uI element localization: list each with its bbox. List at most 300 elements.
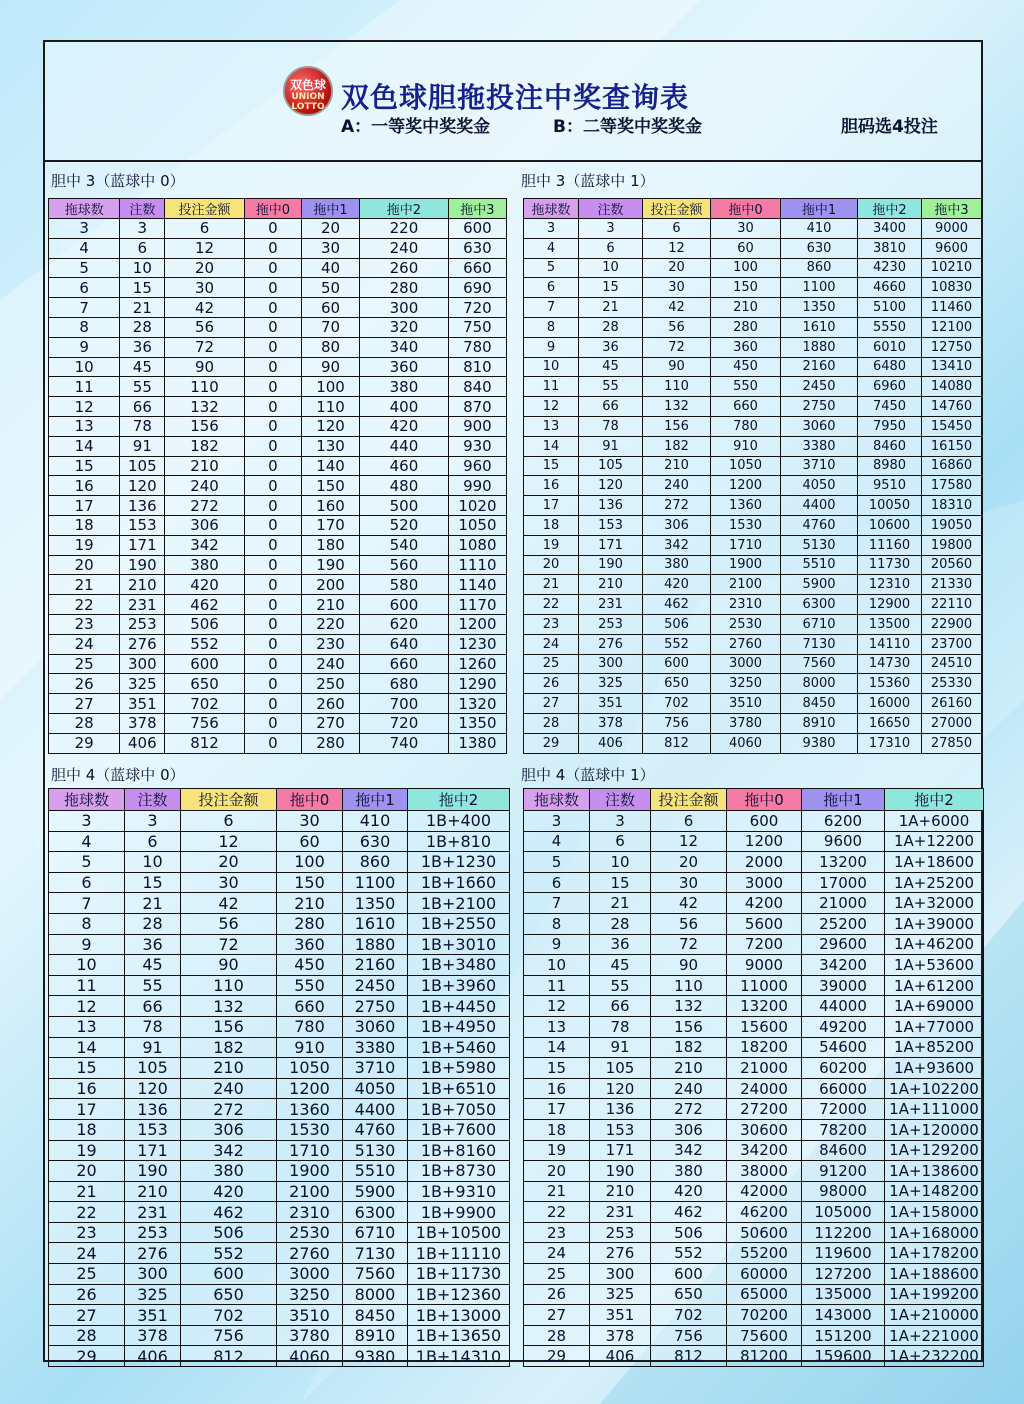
table-row — [524, 258, 982, 278]
cell-drag-count: 3 — [524, 219, 579, 239]
cell-bet-count: 210 — [590, 1181, 651, 1202]
prize-table — [523, 788, 984, 1367]
cell-drag-count: 8 — [49, 913, 125, 934]
table-row — [49, 1078, 510, 1099]
cell-bet-amount: 342 — [643, 535, 711, 555]
cell-drag-count: 17 — [49, 1099, 125, 1120]
cell-drag-hit-1: 250 — [301, 674, 359, 694]
cell-bet-amount: 650 — [181, 1284, 277, 1305]
sheet-header — [45, 42, 981, 162]
table-row — [524, 278, 982, 298]
cell-drag-hit-3: 1230 — [448, 634, 506, 654]
cell-drag-hit-0: 60 — [277, 831, 343, 852]
cell-drag-hit-1: 143000 — [802, 1305, 885, 1326]
cell-drag-hit-1: 112200 — [802, 1222, 885, 1243]
cell-drag-hit-1: 100 — [301, 377, 359, 397]
cell-bet-amount: 462 — [165, 595, 245, 615]
cell-drag-hit-2: 6480 — [858, 357, 922, 377]
cell-bet-count: 21 — [590, 893, 651, 914]
cell-drag-hit-1: 160 — [301, 496, 359, 516]
header-row — [524, 789, 984, 811]
cell-drag-hit-1: 2450 — [343, 975, 408, 996]
cell-drag-hit-0: 21000 — [727, 1058, 802, 1079]
cell-drag-hit-2: 16650 — [858, 713, 922, 733]
cell-drag-hit-3: 1290 — [448, 674, 506, 694]
cell-bet-count: 253 — [125, 1222, 181, 1243]
cell-drag-count: 15 — [49, 1058, 125, 1079]
cell-drag-hit-2: 1A+53600 — [885, 955, 984, 976]
cell-drag-hit-3: 630 — [448, 238, 506, 258]
cell-drag-hit-0: 0 — [244, 694, 301, 714]
table-row — [49, 955, 510, 976]
cell-drag-hit-0: 55200 — [727, 1243, 802, 1264]
cell-bet-amount: 420 — [165, 575, 245, 595]
cell-drag-count: 7 — [49, 298, 120, 318]
table-row — [524, 996, 984, 1017]
cell-drag-hit-3: 23700 — [922, 634, 982, 654]
cell-drag-hit-3: 600 — [448, 219, 506, 239]
table-row — [49, 975, 510, 996]
cell-drag-hit-2: 5550 — [858, 317, 922, 337]
cell-drag-hit-0: 450 — [711, 357, 781, 377]
cell-drag-hit-3: 19800 — [922, 535, 982, 555]
cell-drag-count: 10 — [49, 357, 120, 377]
cell-bet-amount: 110 — [651, 975, 727, 996]
cell-drag-hit-1: 7560 — [343, 1264, 408, 1285]
cell-drag-count: 25 — [524, 654, 579, 674]
table-row — [49, 1202, 510, 1223]
cell-drag-hit-0: 34200 — [727, 1140, 802, 1161]
cell-drag-hit-0: 2100 — [711, 575, 781, 595]
cell-bet-count: 36 — [125, 934, 181, 955]
cell-drag-hit-1: 240 — [301, 654, 359, 674]
table-row — [49, 575, 507, 595]
cell-bet-count: 171 — [120, 535, 165, 555]
table-row — [49, 1325, 510, 1346]
header-drag-hit-2: 拖中2 — [408, 789, 510, 811]
cell-bet-amount: 72 — [651, 934, 727, 955]
table-row — [524, 377, 982, 397]
cell-drag-count: 10 — [524, 357, 579, 377]
table-row — [49, 831, 510, 852]
cell-drag-hit-0: 1710 — [277, 1140, 343, 1161]
cell-drag-hit-3: 21330 — [922, 575, 982, 595]
cell-bet-count: 325 — [590, 1284, 651, 1305]
table-row — [49, 852, 510, 873]
cell-drag-count: 7 — [524, 893, 590, 914]
cell-drag-hit-3: 1380 — [448, 733, 506, 753]
cell-bet-amount: 306 — [165, 515, 245, 535]
cell-drag-hit-1: 60200 — [802, 1058, 885, 1079]
cell-drag-hit-0: 0 — [244, 298, 301, 318]
table-row — [49, 1119, 510, 1140]
cell-drag-hit-2: 7450 — [858, 397, 922, 417]
cell-drag-hit-0: 0 — [244, 258, 301, 278]
cell-bet-amount: 380 — [165, 555, 245, 575]
cell-drag-hit-1: 260 — [301, 694, 359, 714]
cell-bet-amount: 12 — [651, 831, 727, 852]
header-bet-amount: 投注金额 — [181, 789, 277, 811]
table-row — [524, 1099, 984, 1120]
table-row — [49, 996, 510, 1017]
table-row — [49, 515, 507, 535]
cell-drag-hit-2: 560 — [360, 555, 449, 575]
cell-bet-count: 36 — [120, 337, 165, 357]
cell-bet-amount: 72 — [165, 337, 245, 357]
cell-drag-hit-2: 1B+4950 — [408, 1016, 510, 1037]
cell-drag-hit-2: 14110 — [858, 634, 922, 654]
cell-drag-hit-2: 1A+120000 — [885, 1119, 984, 1140]
cell-drag-hit-3: 19050 — [922, 515, 982, 535]
cell-bet-amount: 342 — [181, 1140, 277, 1161]
table-row — [524, 913, 984, 934]
table-row — [49, 1243, 510, 1264]
cell-drag-hit-2: 1B+9310 — [408, 1181, 510, 1202]
cell-drag-count: 15 — [524, 456, 579, 476]
cell-drag-hit-1: 120 — [301, 416, 359, 436]
cell-drag-count: 5 — [524, 258, 579, 278]
header-drag-hit-1: 拖中1 — [781, 199, 858, 219]
cell-drag-hit-2: 1A+77000 — [885, 1016, 984, 1037]
cell-bet-count: 66 — [120, 397, 165, 417]
cell-drag-count: 15 — [49, 456, 120, 476]
cell-drag-hit-1: 50 — [301, 278, 359, 298]
header-drag-count: 拖球数 — [524, 199, 579, 219]
cell-drag-hit-1: 4050 — [781, 476, 858, 496]
cell-drag-count: 28 — [49, 713, 120, 733]
cell-drag-hit-3: 960 — [448, 456, 506, 476]
cell-bet-count: 136 — [579, 496, 643, 516]
cell-drag-hit-0: 0 — [244, 575, 301, 595]
cell-bet-count: 105 — [579, 456, 643, 476]
cell-drag-hit-0: 2760 — [277, 1243, 343, 1264]
table-row — [49, 1305, 510, 1326]
cell-drag-hit-0: 70200 — [727, 1305, 802, 1326]
cell-drag-hit-0: 42000 — [727, 1181, 802, 1202]
table-row — [49, 1058, 510, 1079]
cell-drag-hit-1: 78200 — [802, 1119, 885, 1140]
cell-bet-amount: 42 — [165, 298, 245, 318]
cell-bet-amount: 342 — [165, 535, 245, 555]
table-row — [524, 1058, 984, 1079]
cell-drag-hit-3: 20560 — [922, 555, 982, 575]
cell-drag-hit-3: 870 — [448, 397, 506, 417]
cell-bet-count: 120 — [579, 476, 643, 496]
table-row — [49, 258, 507, 278]
cell-bet-amount: 20 — [165, 258, 245, 278]
cell-bet-count: 153 — [579, 515, 643, 535]
cell-bet-count: 105 — [120, 456, 165, 476]
cell-drag-hit-2: 6960 — [858, 377, 922, 397]
cell-drag-hit-2: 3810 — [858, 238, 922, 258]
cell-drag-hit-2: 620 — [360, 614, 449, 634]
cell-drag-hit-0: 1900 — [711, 555, 781, 575]
cell-drag-hit-1: 5900 — [343, 1181, 408, 1202]
header-bet-count: 注数 — [120, 199, 165, 219]
cell-drag-hit-0: 3780 — [711, 713, 781, 733]
cell-drag-hit-0: 2530 — [277, 1222, 343, 1243]
cell-drag-hit-2: 1B+810 — [408, 831, 510, 852]
cell-drag-hit-2: 220 — [360, 219, 449, 239]
cell-bet-count: 300 — [590, 1264, 651, 1285]
table-row — [49, 811, 510, 832]
cell-drag-hit-0: 4060 — [711, 733, 781, 753]
cell-drag-hit-2: 1A+138600 — [885, 1161, 984, 1182]
cell-drag-count: 18 — [524, 515, 579, 535]
cell-drag-hit-3: 1350 — [448, 713, 506, 733]
cell-drag-hit-1: 630 — [781, 238, 858, 258]
cell-drag-hit-3: 1050 — [448, 515, 506, 535]
table-row — [524, 694, 982, 714]
cell-bet-count: 231 — [120, 595, 165, 615]
cell-drag-hit-2: 1B+6510 — [408, 1078, 510, 1099]
cell-drag-hit-3: 660 — [448, 258, 506, 278]
header-drag-hit-2: 拖中2 — [858, 199, 922, 219]
cell-drag-hit-2: 1A+168000 — [885, 1222, 984, 1243]
cell-drag-hit-3: 690 — [448, 278, 506, 298]
cell-drag-count: 27 — [524, 1305, 590, 1326]
cell-bet-count: 55 — [579, 377, 643, 397]
cell-bet-count: 190 — [579, 555, 643, 575]
cell-drag-hit-1: 1100 — [343, 872, 408, 893]
table-row — [49, 298, 507, 318]
cell-bet-count: 21 — [120, 298, 165, 318]
cell-drag-hit-1: 1100 — [781, 278, 858, 298]
cell-drag-hit-2: 1B+1660 — [408, 872, 510, 893]
cell-drag-count: 23 — [524, 614, 579, 634]
cell-bet-amount: 20 — [651, 852, 727, 873]
cell-drag-hit-2: 10050 — [858, 496, 922, 516]
cell-drag-hit-2: 580 — [360, 575, 449, 595]
cell-drag-hit-0: 150 — [277, 872, 343, 893]
cell-bet-amount: 420 — [651, 1181, 727, 1202]
bet-mode-label: 胆码选4投注 — [841, 117, 938, 137]
cell-drag-hit-2: 12310 — [858, 575, 922, 595]
cell-drag-count: 11 — [49, 377, 120, 397]
cell-drag-count: 13 — [49, 1016, 125, 1037]
cell-drag-hit-1: 2750 — [781, 397, 858, 417]
cell-bet-count: 300 — [579, 654, 643, 674]
cell-bet-count: 136 — [590, 1099, 651, 1120]
cell-drag-hit-0: 660 — [711, 397, 781, 417]
cell-bet-amount: 132 — [651, 996, 727, 1017]
cell-drag-hit-2: 1B+3010 — [408, 934, 510, 955]
cell-drag-hit-2: 1A+129200 — [885, 1140, 984, 1161]
cell-bet-count: 28 — [125, 913, 181, 934]
table-row — [524, 219, 982, 239]
cell-drag-hit-1: 2160 — [781, 357, 858, 377]
cell-drag-count: 9 — [524, 934, 590, 955]
cell-drag-hit-3: 14760 — [922, 397, 982, 417]
header-row — [49, 199, 507, 219]
cell-drag-hit-0: 0 — [244, 397, 301, 417]
cell-bet-amount: 506 — [651, 1222, 727, 1243]
cell-bet-amount: 462 — [651, 1202, 727, 1223]
table-row — [524, 1202, 984, 1223]
cell-drag-hit-1: 6200 — [802, 811, 885, 832]
cell-drag-hit-2: 1B+7600 — [408, 1119, 510, 1140]
cell-bet-amount: 210 — [651, 1058, 727, 1079]
cell-bet-amount: 756 — [165, 713, 245, 733]
cell-drag-count: 23 — [49, 1222, 125, 1243]
cell-bet-count: 6 — [125, 831, 181, 852]
cell-bet-count: 120 — [125, 1078, 181, 1099]
cell-drag-hit-3: 17580 — [922, 476, 982, 496]
table-row — [49, 872, 510, 893]
cell-drag-count: 12 — [49, 996, 125, 1017]
table-row — [524, 1140, 984, 1161]
cell-drag-count: 19 — [49, 1140, 125, 1161]
cell-bet-amount: 156 — [181, 1016, 277, 1037]
cell-drag-hit-3: 780 — [448, 337, 506, 357]
cell-bet-count: 91 — [120, 436, 165, 456]
cell-drag-hit-0: 0 — [244, 456, 301, 476]
cell-drag-hit-2: 1B+5460 — [408, 1037, 510, 1058]
cell-bet-count: 28 — [579, 317, 643, 337]
cell-bet-amount: 30 — [651, 872, 727, 893]
cell-drag-hit-1: 17000 — [802, 872, 885, 893]
cell-drag-hit-2: 1A+111000 — [885, 1099, 984, 1120]
cell-drag-hit-0: 13200 — [727, 996, 802, 1017]
cell-drag-hit-1: 410 — [781, 219, 858, 239]
cell-drag-hit-2: 1A+18600 — [885, 852, 984, 873]
cell-drag-hit-2: 280 — [360, 278, 449, 298]
logo-subtext: UNION LOTTO — [291, 92, 325, 112]
cell-drag-hit-2: 1A+188600 — [885, 1264, 984, 1285]
cell-drag-hit-3: 9000 — [922, 219, 982, 239]
cell-drag-hit-3: 13410 — [922, 357, 982, 377]
cell-drag-hit-2: 1A+199200 — [885, 1284, 984, 1305]
cell-drag-hit-1: 3710 — [343, 1058, 408, 1079]
table-row — [49, 614, 507, 634]
cell-drag-hit-0: 30 — [711, 219, 781, 239]
cell-drag-hit-1: 180 — [301, 535, 359, 555]
cell-drag-hit-0: 0 — [244, 674, 301, 694]
cell-drag-count: 5 — [49, 852, 125, 873]
cell-drag-hit-1: 4400 — [781, 496, 858, 516]
cell-drag-count: 17 — [524, 1099, 590, 1120]
cell-drag-hit-1: 6300 — [781, 595, 858, 615]
cell-drag-hit-2: 10600 — [858, 515, 922, 535]
cell-drag-hit-2: 7950 — [858, 416, 922, 436]
cell-drag-hit-0: 30600 — [727, 1119, 802, 1140]
cell-drag-hit-2: 1B+2100 — [408, 893, 510, 914]
cell-bet-amount: 12 — [165, 238, 245, 258]
cell-bet-count: 28 — [590, 913, 651, 934]
cell-bet-amount: 702 — [643, 694, 711, 714]
cell-bet-count: 153 — [125, 1119, 181, 1140]
table-row — [524, 1222, 984, 1243]
table-row — [524, 1016, 984, 1037]
cell-drag-hit-2: 680 — [360, 674, 449, 694]
cell-drag-hit-1: 630 — [343, 831, 408, 852]
cell-drag-hit-2: 8980 — [858, 456, 922, 476]
cell-bet-amount: 156 — [165, 416, 245, 436]
cell-drag-hit-1: 1350 — [781, 298, 858, 318]
cell-drag-hit-1: 140 — [301, 456, 359, 476]
cell-bet-count: 45 — [590, 955, 651, 976]
cell-drag-hit-1: 72000 — [802, 1099, 885, 1120]
cell-drag-hit-2: 1B+13650 — [408, 1325, 510, 1346]
cell-drag-hit-0: 1530 — [277, 1119, 343, 1140]
cell-drag-hit-0: 0 — [244, 337, 301, 357]
cell-bet-count: 15 — [125, 872, 181, 893]
cell-drag-hit-0: 1530 — [711, 515, 781, 535]
table-row — [524, 515, 982, 535]
cell-bet-count: 3 — [125, 811, 181, 832]
table-row — [49, 436, 507, 456]
table-row — [524, 674, 982, 694]
table-row — [49, 913, 510, 934]
cell-drag-hit-1: 130 — [301, 436, 359, 456]
cell-drag-count: 20 — [49, 1161, 125, 1182]
cell-drag-hit-2: 1B+8730 — [408, 1161, 510, 1182]
cell-bet-count: 276 — [579, 634, 643, 654]
header-bet-count: 注数 — [590, 789, 651, 811]
cell-bet-amount: 30 — [181, 872, 277, 893]
legend-a: A：一等奖中奖奖金 — [341, 117, 491, 137]
table-row — [524, 1078, 984, 1099]
cell-drag-hit-0: 11000 — [727, 975, 802, 996]
cell-drag-hit-0: 75600 — [727, 1325, 802, 1346]
cell-drag-count: 25 — [49, 1264, 125, 1285]
cell-drag-hit-1: 200 — [301, 575, 359, 595]
cell-drag-count: 6 — [524, 278, 579, 298]
table-row — [524, 713, 982, 733]
cell-drag-hit-0: 7200 — [727, 934, 802, 955]
cell-bet-amount: 110 — [643, 377, 711, 397]
table-row — [49, 654, 507, 674]
header-drag-hit-0: 拖中0 — [277, 789, 343, 811]
table-row — [49, 357, 507, 377]
cell-bet-count: 253 — [590, 1222, 651, 1243]
cell-drag-hit-0: 1360 — [711, 496, 781, 516]
table-row — [49, 1140, 510, 1161]
section-title: 胆中 4（蓝球中 1） — [521, 766, 655, 784]
cell-drag-count: 4 — [49, 238, 120, 258]
cell-drag-hit-3: 9600 — [922, 238, 982, 258]
cell-drag-count: 14 — [49, 436, 120, 456]
cell-drag-hit-2: 600 — [360, 595, 449, 615]
cell-drag-count: 22 — [49, 1202, 125, 1223]
cell-drag-hit-0: 27200 — [727, 1099, 802, 1120]
cell-bet-count: 136 — [125, 1099, 181, 1120]
cell-drag-count: 4 — [49, 831, 125, 852]
cell-drag-hit-0: 3510 — [711, 694, 781, 714]
cell-drag-count: 29 — [49, 1346, 125, 1367]
cell-drag-hit-1: 21000 — [802, 893, 885, 914]
cell-drag-count: 21 — [49, 1181, 125, 1202]
cell-drag-hit-2: 1B+9900 — [408, 1202, 510, 1223]
cell-drag-hit-1: 8450 — [781, 694, 858, 714]
cell-drag-hit-1: 159600 — [802, 1346, 885, 1367]
cell-drag-hit-0: 15600 — [727, 1016, 802, 1037]
cell-drag-hit-0: 65000 — [727, 1284, 802, 1305]
cell-bet-amount: 420 — [643, 575, 711, 595]
section-dan4-blue0 — [45, 756, 513, 1366]
cell-drag-hit-0: 4060 — [277, 1346, 343, 1367]
logo-text: 双色球 — [289, 78, 326, 92]
cell-drag-count: 14 — [49, 1037, 125, 1058]
cell-drag-hit-3: 14080 — [922, 377, 982, 397]
header-bet-amount: 投注金额 — [651, 789, 727, 811]
cell-bet-amount: 42 — [181, 893, 277, 914]
cell-drag-hit-2: 1A+25200 — [885, 872, 984, 893]
cell-bet-count: 300 — [120, 654, 165, 674]
cell-drag-hit-1: 9600 — [802, 831, 885, 852]
cell-bet-amount: 702 — [651, 1305, 727, 1326]
cell-drag-hit-1: 60 — [301, 298, 359, 318]
